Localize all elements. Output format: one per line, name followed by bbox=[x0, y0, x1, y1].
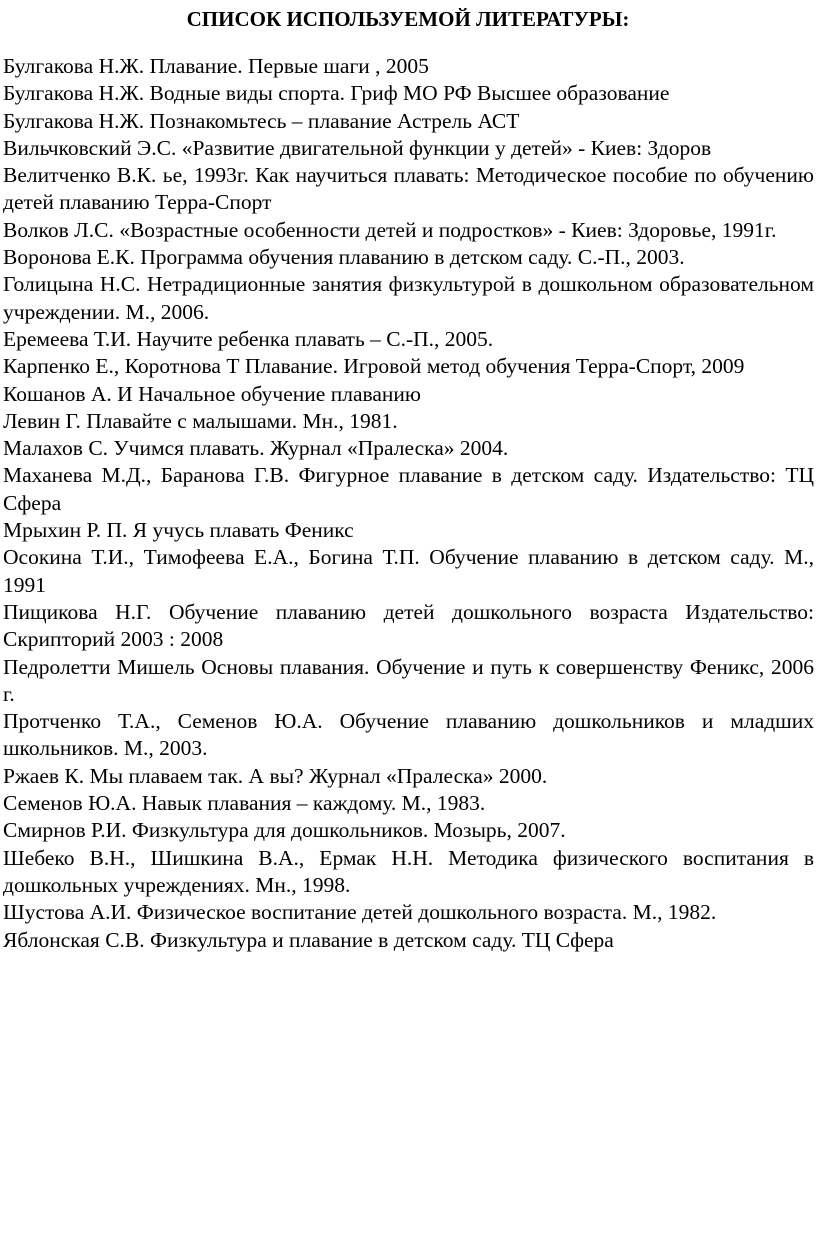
reference-item: Маханева М.Д., Баранова Г.В. Фигурное плавание в детском саду. Издательство: ТЦ Сфера bbox=[3, 463, 814, 515]
reference-item: Ржаев К. Мы плаваем так. А вы? Журнал «Пралеска» 2000. bbox=[3, 763, 548, 788]
reference-item: Протченко Т.А., Семенов Ю.А. Обучение плаванию дошкольников и младших школьников. М., 2003. bbox=[3, 709, 814, 761]
reference-item: Педролетти Мишель Основы плавания. Обучение и путь к совершенству Феникс, 2006 г. bbox=[3, 654, 814, 706]
reference-item: Карпенко Е., Коротнова Т Плавание. Игровой метод обучения Терра-Спорт, 2009 bbox=[3, 354, 745, 379]
reference-item: Вильчковский Э.С. «Развитие двигательной функции у детей» - Киев: Здоров bbox=[3, 135, 712, 160]
reference-list bbox=[3, 53, 814, 954]
reference-item: Шустова А.И. Физическое воспитание детей дошкольного возраста. М., 1982. bbox=[3, 900, 717, 925]
reference-item: Булгакова Н.Ж. Плавание. Первые шаги , 2005 bbox=[3, 54, 429, 78]
reference-item: Шебеко В.Н., Шишкина В.А., Ермак Н.Н. Методика физического воспитания в дошкольных учреждениях. Мн., 1998. bbox=[3, 845, 814, 897]
page-title: СПИСОК ИСПОЛЬЗУЕМОЙ ЛИТЕРАТУРЫ: bbox=[186, 7, 630, 31]
reference-item: Семенов Ю.А. Навык плавания – каждому. М., 1983. bbox=[3, 791, 486, 816]
reference-item: Волков Л.С. «Возрастные особенности детей и подростков» - Киев: Здоровье, 1991г. bbox=[3, 217, 777, 242]
reference-item: Смирнов Р.И. Физкультура для дошкольников. Мозырь, 2007. bbox=[3, 818, 566, 843]
reference-item: Яблонская С.В. Физкультура и плавание в детском саду. ТЦ Сфера bbox=[3, 927, 614, 952]
reference-item: Воронова Е.К. Программа обучения плаванию в детском саду. С.-П., 2003. bbox=[3, 245, 685, 270]
reference-item: Малахов С. Учимся плавать. Журнал «Пралеска» 2004. bbox=[3, 436, 509, 461]
reference-item: Осокина Т.И., Тимофеева Е.А., Богина Т.П. Обучение плаванию в детском саду. М., 1991 bbox=[3, 545, 814, 597]
reference-item: Кошанов А. И Начальное обучение плаванию bbox=[3, 381, 421, 406]
reference-item: Булгакова Н.Ж. Водные виды спорта. Гриф МО РФ Высшее образование bbox=[3, 81, 670, 106]
reference-item: Пищикова Н.Г. Обучение плаванию детей дошкольного возраста Издательство: Скрипторий 2003 : 2008 bbox=[3, 599, 814, 652]
reference-item: Голицына Н.С. Нетрадиционные занятия физкультурой в дошкольном образовательном учреждении. М., 2006. bbox=[3, 272, 814, 324]
reference-item: Еремеева Т.И. Научите ребенка плавать – С.-П., 2005. bbox=[3, 326, 494, 351]
reference-item: Левин Г. Плавайте с малышами. Мн., 1981. bbox=[3, 408, 398, 433]
reference-item: Мрыхин Р. П. Я учусь плавать Феникс bbox=[3, 518, 354, 543]
reference-item: Булгакова Н.Ж. Познакомьтесь – плавание Астрель АСТ bbox=[3, 108, 520, 133]
reference-item: Велитченко В.К. ье, 1993г. Как научиться плавать: Методическое пособие по обучению детей плаванию Терра-Спорт bbox=[3, 163, 814, 215]
